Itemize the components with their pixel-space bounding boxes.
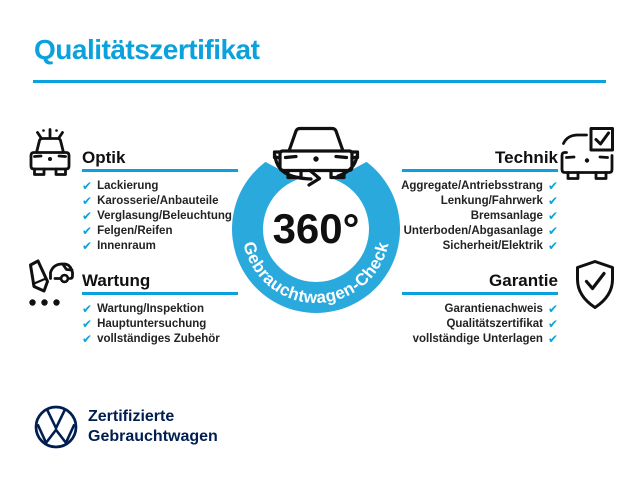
ring-label: Gebrauchtwagen-Check	[239, 239, 393, 308]
item-label: Qualitätszertifikat	[446, 318, 543, 331]
item-label: Hauptuntersuchung	[97, 318, 207, 331]
list-item	[402, 209, 558, 224]
footer-claim-line1: Zertifizierte	[88, 408, 175, 425]
list-item	[82, 332, 238, 347]
footer-claim-line2: Gebrauchtwagen	[88, 428, 218, 445]
item-label: Sicherheit/Elektrik	[442, 239, 543, 252]
section-divider	[402, 169, 558, 172]
check-icon: ✔	[82, 317, 93, 332]
section-title-wartung: Wartung	[82, 271, 151, 290]
list-item	[82, 317, 238, 332]
section-technik	[402, 148, 558, 253]
car-checkbox-icon	[560, 126, 616, 182]
check-icon: ✔	[547, 302, 558, 317]
car-rotation-icon	[275, 129, 358, 186]
list-item	[402, 194, 558, 209]
item-label: Lenkung/Fahrwerk	[440, 195, 543, 208]
check-icon: ✔	[547, 331, 558, 346]
page-title: Qualitätszertifikat	[34, 34, 260, 65]
section-items	[402, 302, 558, 346]
item-label: Felgen/Reifen	[97, 224, 173, 237]
section-items	[82, 302, 238, 346]
section-divider	[82, 292, 238, 295]
item-label: Wartung/Inspektion	[97, 303, 204, 316]
list-item	[82, 302, 238, 317]
list-item	[82, 179, 238, 194]
item-label: Bremsanlage	[470, 209, 543, 222]
item-label: Unterboden/Abgasanlage	[403, 224, 543, 237]
list-item	[82, 238, 238, 253]
check-icon: ✔	[547, 179, 558, 194]
pencil-checklist-car-icon	[20, 255, 74, 313]
check-icon: ✔	[82, 238, 93, 253]
item-label: vollständiges Zubehör	[97, 332, 220, 345]
check-icon: ✔	[547, 194, 558, 209]
item-label: Garantienachweis	[444, 303, 543, 316]
section-title-technik: Technik	[495, 148, 558, 167]
check-icon: ✔	[547, 238, 558, 253]
list-item	[402, 223, 558, 238]
section-divider	[402, 292, 558, 295]
item-label: Innenraum	[97, 239, 156, 252]
footer-claim	[88, 407, 218, 447]
check-icon: ✔	[82, 302, 93, 317]
section-wartung	[82, 271, 238, 346]
badge-360-check	[222, 118, 412, 318]
item-label: vollständige Unterlagen	[412, 332, 543, 345]
item-label: Verglasung/Beleuchtung	[97, 209, 232, 222]
check-icon: ✔	[547, 223, 558, 238]
section-optik	[82, 148, 238, 253]
list-item	[82, 209, 238, 224]
list-item	[402, 302, 558, 317]
title-divider	[33, 80, 606, 83]
check-icon: ✔	[82, 208, 93, 223]
vw-logo	[33, 404, 79, 450]
list-item	[402, 317, 558, 332]
check-icon: ✔	[82, 331, 93, 346]
list-item	[82, 194, 238, 209]
list-item	[402, 238, 558, 253]
shiny-car-icon	[25, 126, 75, 181]
section-title-optik: Optik	[82, 148, 126, 167]
section-items	[82, 179, 238, 253]
list-item	[402, 332, 558, 347]
section-title-garantie: Garantie	[489, 271, 558, 290]
section-garantie	[402, 271, 558, 346]
item-label: Karosserie/Anbauteile	[97, 195, 219, 208]
item-label: Lackierung	[97, 180, 159, 193]
check-icon: ✔	[82, 194, 93, 209]
degree-value: 360°	[272, 205, 360, 252]
item-label: Aggregate/Antriebsstrang	[401, 180, 543, 193]
list-item	[82, 223, 238, 238]
shield-check-icon	[573, 258, 617, 312]
section-divider	[82, 169, 238, 172]
check-icon: ✔	[82, 179, 93, 194]
check-icon: ✔	[82, 223, 93, 238]
section-items	[402, 179, 558, 253]
check-icon: ✔	[547, 208, 558, 223]
check-icon: ✔	[547, 317, 558, 332]
list-item	[402, 179, 558, 194]
